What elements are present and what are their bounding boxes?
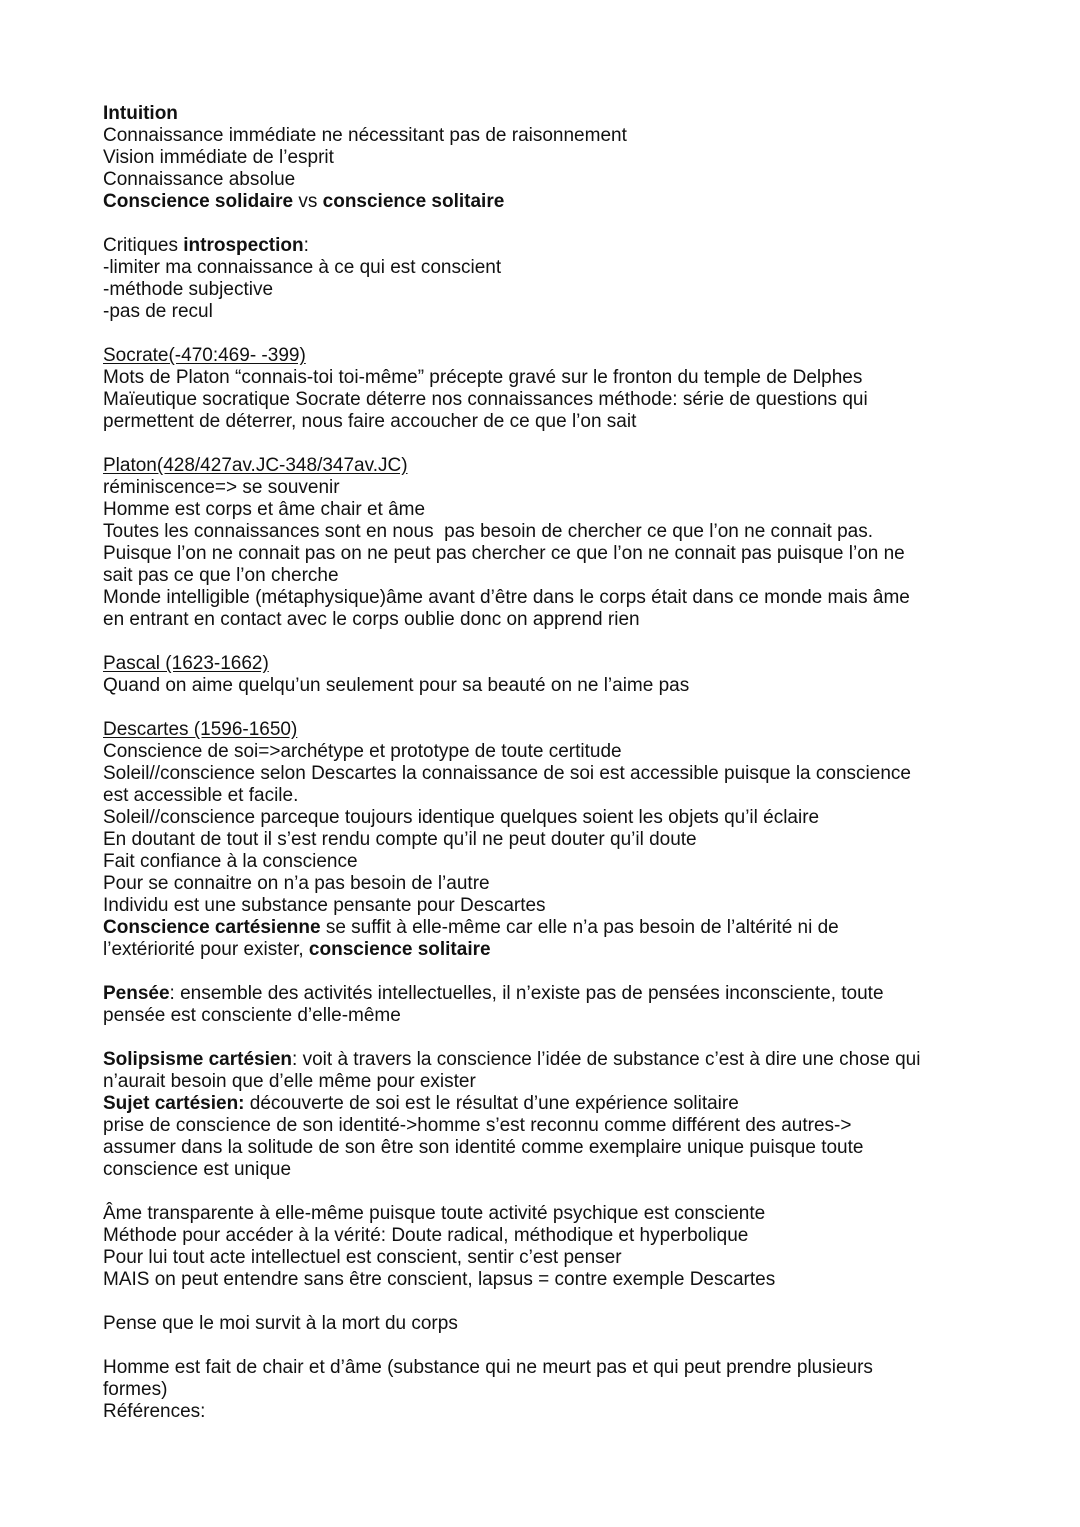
text-line: est accessible et facile. bbox=[103, 785, 299, 806]
text-line: Toutes les connaissances sont en nous pas besoin de chercher ce que l’on ne connait pas. bbox=[103, 521, 874, 542]
definition-sujet: Sujet cartésien: découverte de soi est le résultat d’une expérience solitaire bbox=[103, 1093, 739, 1114]
text-line: permettent de déterrer, nous faire accoucher de ce que l’on sait bbox=[103, 411, 637, 432]
text-line: Conscience solidaire vs conscience solitaire bbox=[103, 191, 505, 212]
list-item: -pas de recul bbox=[103, 301, 213, 322]
text-line: Pour lui tout acte intellectuel est conscient, sentir c’est penser bbox=[103, 1247, 622, 1268]
list-item: -limiter ma connaissance à ce qui est conscient bbox=[103, 257, 502, 278]
text-line: Fait confiance à la conscience bbox=[103, 851, 358, 872]
heading-socrate: Socrate(-470:469- -399) bbox=[103, 345, 306, 366]
list-item: -méthode subjective bbox=[103, 279, 274, 300]
text-line: l’extériorité pour exister, conscience solitaire bbox=[103, 939, 491, 960]
text-line: Conscience cartésienne se suffit à elle-même car elle n’a pas besoin de l’altérité ni de bbox=[103, 917, 839, 938]
text-line: Pour se connaitre on n’a pas besoin de l’autre bbox=[103, 873, 490, 894]
text-line: prise de conscience de son identité->homme s’est reconnu comme différent des autres-> bbox=[103, 1115, 852, 1136]
text-line: Pense que le moi survit à la mort du corps bbox=[103, 1313, 458, 1334]
text-line: Soleil//conscience parceque toujours identique quelques soient les objets qu’il éclaire bbox=[103, 807, 820, 828]
definition-solipsisme: Solipsisme cartésien: voit à travers la conscience l’idée de substance c’est à dire une chose qui bbox=[103, 1049, 921, 1070]
document-body bbox=[103, 103, 1003, 1423]
text-line: Connaissance absolue bbox=[103, 169, 296, 190]
text-line: Conscience de soi=>archétype et prototype de toute certitude bbox=[103, 741, 622, 762]
text-line: conscience est unique bbox=[103, 1159, 292, 1180]
text-line: en entrant en contact avec le corps oublie donc on apprend rien bbox=[103, 609, 640, 630]
definition-pensee: Pensée: ensemble des activités intellectuelles, il n’existe pas de pensées inconsciente, toute bbox=[103, 983, 884, 1004]
text-line: pensée est consciente d’elle-même bbox=[103, 1005, 401, 1026]
critiques-heading: Critiques introspection: bbox=[103, 235, 309, 256]
text-line: assumer dans la solitude de son être son identité comme exemplaire unique puisque toute bbox=[103, 1137, 864, 1158]
text-line: Soleil//conscience selon Descartes la connaissance de soi est accessible puisque la conscience bbox=[103, 763, 911, 784]
text-line: sait pas ce que l’on cherche bbox=[103, 565, 339, 586]
text-line: Monde intelligible (métaphysique)âme avant d’être dans le corps était dans ce monde mais âme bbox=[103, 587, 910, 608]
heading-descartes: Descartes (1596-1650) bbox=[103, 719, 298, 740]
text-line: réminiscence=> se souvenir bbox=[103, 477, 340, 498]
references-label: Références: bbox=[103, 1401, 206, 1422]
text-line: Mots de Platon “connais-toi toi-même” précepte gravé sur le fronton du temple de Delphes bbox=[103, 367, 863, 388]
text-line: n’aurait besoin que d’elle même pour exister bbox=[103, 1071, 476, 1092]
text-line: formes) bbox=[103, 1379, 168, 1400]
text-line: Maïeutique socratique Socrate déterre nos connaissances méthode: série de questions qui bbox=[103, 389, 868, 410]
heading-platon: Platon(428/427av.JC-348/347av.JC) bbox=[103, 455, 408, 476]
text-line: Connaissance immédiate ne nécessitant pas de raisonnement bbox=[103, 125, 627, 146]
text-line: Puisque l’on ne connait pas on ne peut pas chercher ce que l’on ne connait pas puisque l’on ne bbox=[103, 543, 905, 564]
text-line: Individu est une substance pensante pour Descartes bbox=[103, 895, 546, 916]
heading-pascal: Pascal (1623-1662) bbox=[103, 653, 269, 674]
text-line: Homme est corps et âme chair et âme bbox=[103, 499, 426, 520]
text-line: MAIS on peut entendre sans être conscient, lapsus = contre exemple Descartes bbox=[103, 1269, 776, 1290]
text-line: Méthode pour accéder à la vérité: Doute radical, méthodique et hyperbolique bbox=[103, 1225, 749, 1246]
text-line: Âme transparente à elle-même puisque toute activité psychique est consciente bbox=[103, 1203, 766, 1224]
text-line: En doutant de tout il s’est rendu compte qu’il ne peut douter qu’il doute bbox=[103, 829, 697, 850]
text-line: Vision immédiate de l’esprit bbox=[103, 147, 334, 168]
text-line: Quand on aime quelqu’un seulement pour sa beauté on ne l’aime pas bbox=[103, 675, 690, 696]
section-title-intuition: Intuition bbox=[103, 103, 178, 124]
text-line: Homme est fait de chair et d’âme (substance qui ne meurt pas et qui peut prendre plusieurs bbox=[103, 1357, 873, 1378]
